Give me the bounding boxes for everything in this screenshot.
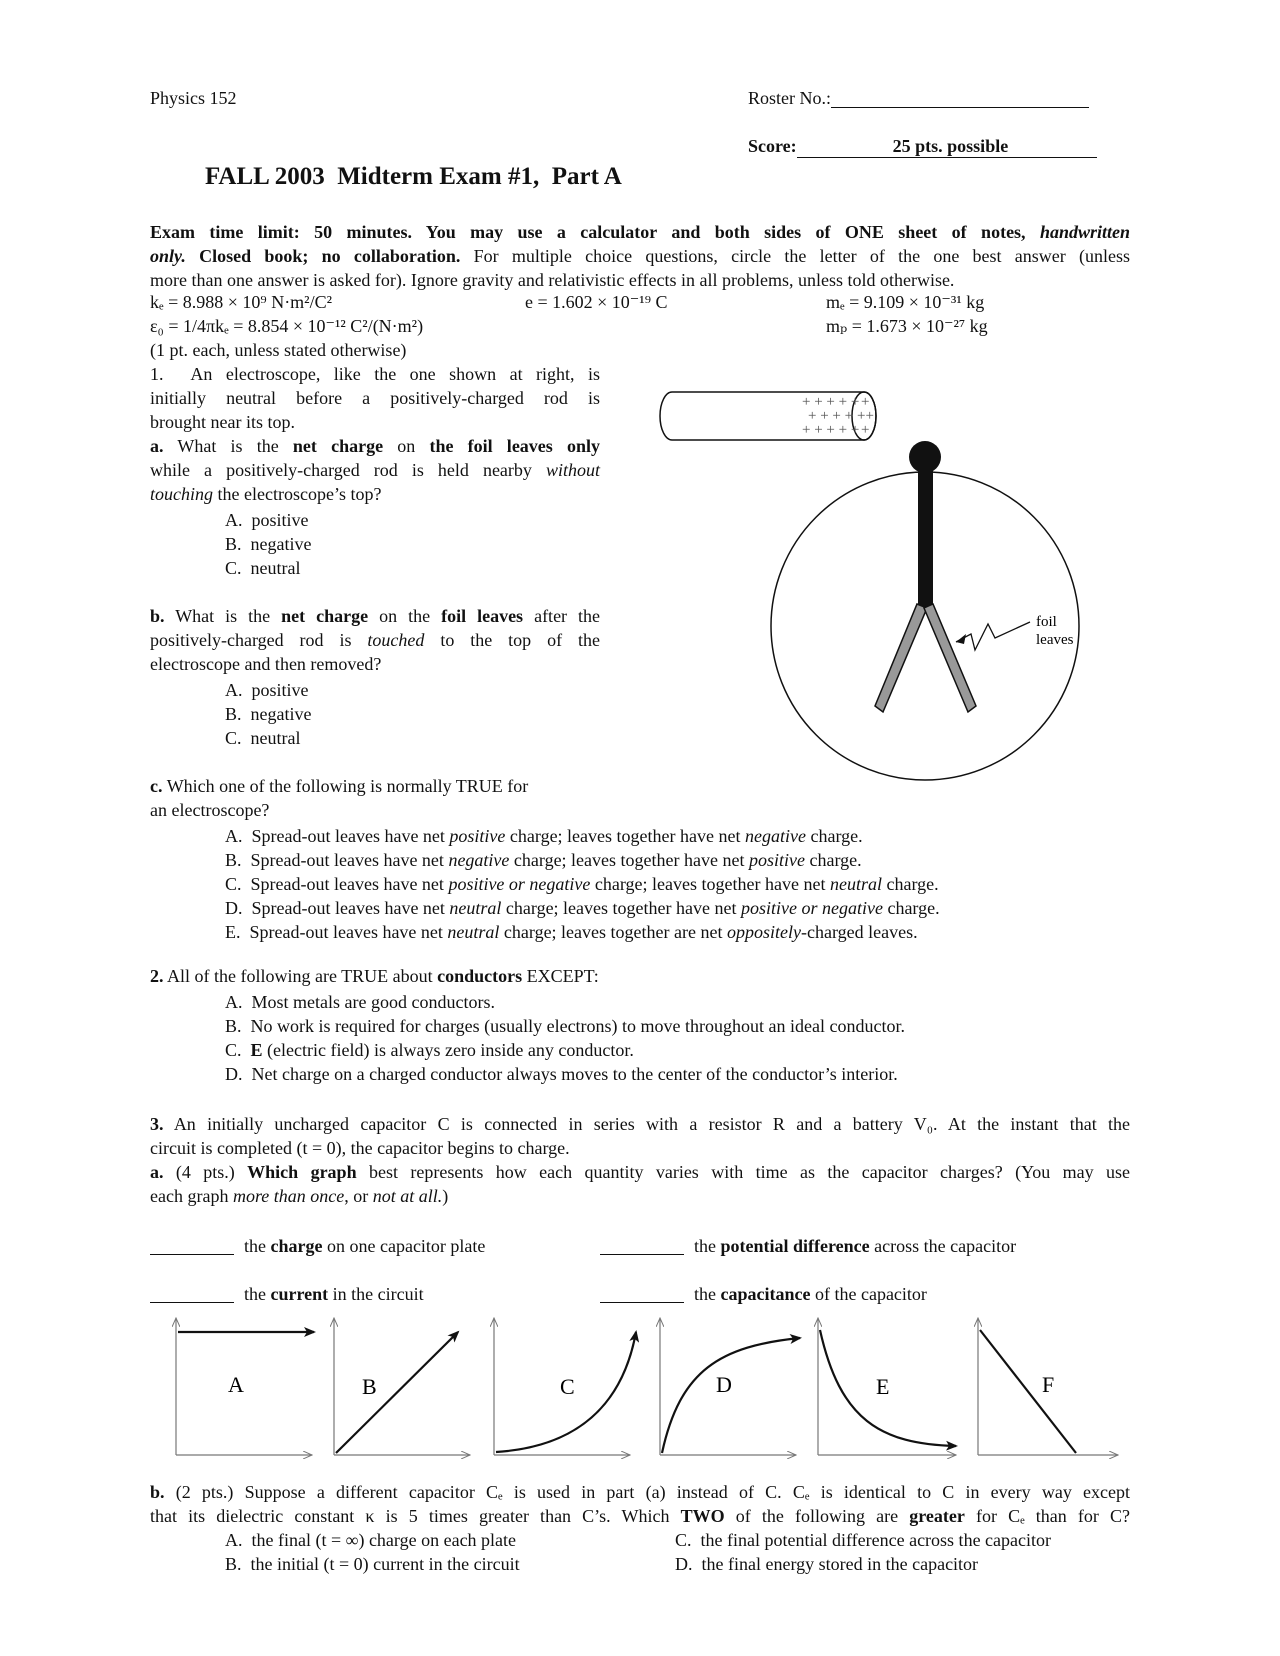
q1b-text-3: to the top of the xyxy=(440,630,601,650)
q2-option-c-letter: C. xyxy=(225,1040,242,1060)
match-capacitance-post: of the capacitor xyxy=(814,1284,927,1304)
q1c-option-e-mid: charge; leaves together are net xyxy=(499,922,727,942)
match-potential xyxy=(600,1236,1016,1257)
foil-leaf-left xyxy=(875,604,927,712)
q3a-pts: (4 pts.) xyxy=(175,1162,235,1182)
cap-charge-1: + xyxy=(861,394,870,410)
graph-a-label: A xyxy=(228,1372,244,1397)
q1c-option-d-pre: D. Spread-out leaves have net xyxy=(225,898,450,918)
instructions-bold-1: Exam time limit: 50 minutes. You may use a calculator and both sides of ONE sheet of notes, xyxy=(150,222,1026,242)
match-current-bold: current xyxy=(270,1284,329,1304)
q3b-line-1 xyxy=(150,1480,1130,1504)
rod-charges-row-1: + + + + + xyxy=(802,394,860,410)
graph-e-label: E xyxy=(876,1374,890,1399)
match-current-post: in the circuit xyxy=(332,1284,424,1304)
match-charge xyxy=(150,1236,485,1257)
q1a-label: a. xyxy=(150,436,164,456)
q2-stem xyxy=(150,966,599,987)
graph-f-curve xyxy=(980,1330,1076,1453)
q1b-touched: touched xyxy=(367,630,425,650)
q2-number: 2. xyxy=(150,966,164,986)
roster-label-text: Roster No.: xyxy=(748,88,831,108)
match-potential-bold: potential difference xyxy=(720,1236,870,1256)
const-mp: mₚ = 1.673 × 10⁻²⁷ kg xyxy=(826,316,988,336)
q1b-option-b[interactable]: B. negative xyxy=(225,704,312,724)
q3b-greater: greater xyxy=(909,1506,965,1526)
match-capacitance xyxy=(600,1284,927,1305)
q3b-text-1: Suppose a different capacitor Cₑ is used in part (a) instead of C. Cₑ is identical to C in every way except xyxy=(244,1482,1130,1502)
q1c-option-a-pre: A. Spread-out leaves have net xyxy=(225,826,450,846)
q1-intro-2: initially neutral before a positively-charged rod is xyxy=(150,388,600,408)
q1c-option-e-it2: oppositely xyxy=(726,922,801,942)
q2-option-a[interactable]: A. Most metals are good conductors. xyxy=(225,992,495,1012)
q1a-foil-only: the foil leaves only xyxy=(429,436,600,456)
q3a-line-1 xyxy=(150,1160,1130,1184)
q1a-text-3: the electroscope’s top? xyxy=(217,484,382,504)
match-charge-post: on one capacitor plate xyxy=(326,1236,486,1256)
q2-conductors: conductors xyxy=(437,966,523,986)
q3b-pts: (2 pts.) xyxy=(175,1482,234,1502)
instructions-closed-book: Closed book; no collaboration. xyxy=(199,246,461,266)
q1c-option-a[interactable] xyxy=(225,824,863,848)
q1b-option-c[interactable]: C. neutral xyxy=(225,728,301,748)
q3b-option-d[interactable]: D. the final energy stored in the capacitor xyxy=(675,1554,979,1574)
match-charge-pre: the xyxy=(244,1236,266,1256)
foil-label: foil xyxy=(1036,614,1057,630)
graph-b[interactable] xyxy=(334,1318,470,1455)
const-ke: kₑ = 8.988 × 10⁹ N·m²/C² xyxy=(150,292,332,312)
q2-stem-text: All of the following are TRUE about xyxy=(167,966,433,986)
graph-f[interactable] xyxy=(978,1318,1118,1455)
q2-option-d[interactable]: D. Net charge on a charged conductor always moves to the center of the conductor’s interior. xyxy=(225,1064,898,1084)
q3-text-1: An initially uncharged capacitor C is connected in series with a resistor R and a battery V₀. At the instant that the xyxy=(173,1114,1130,1134)
q1a-net-charge: net charge xyxy=(292,436,384,456)
q3-number: 3. xyxy=(150,1114,164,1134)
graph-f-label: F xyxy=(1042,1372,1055,1397)
instructions-line-3: more than one answer is asked for). Ignore gravity and relativistic effects in all problems, unless told otherwise. xyxy=(150,270,955,290)
q1c-option-b-it2: positive xyxy=(748,850,805,870)
q3b-of-following: of the following are xyxy=(735,1506,899,1526)
q1a-on: on xyxy=(397,436,416,456)
q3-line-1 xyxy=(150,1112,1130,1136)
q1b-on-the: on the xyxy=(379,606,431,626)
q2-option-c-text: (electric field) is always zero inside any conductor. xyxy=(267,1040,634,1060)
q1c-option-e-post: -charged leaves. xyxy=(800,922,918,942)
q1c-label: c. xyxy=(150,776,163,796)
q3a-or: , or xyxy=(344,1186,369,1206)
const-e: e = 1.602 × 10⁻¹⁹ C xyxy=(525,292,668,312)
q1b-option-a[interactable]: A. positive xyxy=(225,680,309,700)
q1b-after: after the xyxy=(534,606,601,626)
q2-option-c[interactable] xyxy=(225,1038,634,1062)
foil-pointer-arrow xyxy=(956,622,1030,650)
q1a-touching: touching xyxy=(150,484,213,504)
q1c-option-a-it2: negative xyxy=(744,826,806,846)
graph-b-label: B xyxy=(362,1374,377,1399)
graph-d-label: D xyxy=(716,1372,732,1397)
q1c-line-2: an electroscope? xyxy=(150,800,270,820)
q1c-option-c-it1: positive or negative xyxy=(448,874,591,894)
q3b-text-2: that its dielectric constant κ is 5 times greater than C’s. Which xyxy=(150,1506,670,1526)
q3b-option-a[interactable]: A. the final (t = ∞) charge on each plate xyxy=(225,1530,517,1550)
q2-option-c-e: E xyxy=(250,1040,263,1060)
q1c-option-c-pre: C. Spread-out leaves have net xyxy=(225,874,449,894)
match-current xyxy=(150,1284,424,1305)
q1c-option-c-mid: charge; leaves together have net xyxy=(590,874,830,894)
cap-charge-3: + xyxy=(861,422,870,438)
q1b-net-charge: net charge xyxy=(281,606,369,626)
q1b-text-1: What is the xyxy=(175,606,271,626)
q1b-label: b. xyxy=(150,606,165,626)
q1a-text-2: while a positively-charged rod is held nearby xyxy=(150,460,532,480)
rod-charges-row-2: + + + + xyxy=(808,408,854,424)
q1-intro-3: brought near its top. xyxy=(150,412,295,432)
q1c-option-c[interactable] xyxy=(225,872,939,896)
q1c-option-a-mid: charge; leaves together have net xyxy=(505,826,745,846)
q1c-option-b-pre: B. Spread-out leaves have net xyxy=(225,850,449,870)
q2-except: EXCEPT: xyxy=(526,966,599,986)
match-current-pre: the xyxy=(244,1284,266,1304)
q3a-each-graph: each graph xyxy=(150,1186,229,1206)
q1a-option-b[interactable]: B. negative xyxy=(225,534,312,554)
graph-b-curve xyxy=(336,1332,458,1453)
q1c-option-b-it1: negative xyxy=(448,850,510,870)
q3a-label: a. xyxy=(150,1162,164,1182)
q1c-text-1: Which one of the following is normally TRUE for xyxy=(166,776,529,796)
cap-charge-2: ++ xyxy=(857,408,874,424)
q1a-text-1: What is the xyxy=(177,436,279,456)
electroscope-diagram xyxy=(0,0,1280,760)
q3a-which-graph: Which graph xyxy=(247,1162,357,1182)
q1c-option-c-post: charge. xyxy=(881,874,939,894)
q1c-option-d-mid: charge; leaves together have net xyxy=(501,898,741,918)
q1c-option-e[interactable] xyxy=(225,920,918,944)
match-capacitance-blank[interactable] xyxy=(600,1284,684,1303)
instructions-mc: For multiple choice questions, circle the letter of the one best answer (unless xyxy=(473,246,1131,266)
q3a-text: best represents how each quantity varies with time as the capacitor charges? (You may use xyxy=(368,1162,1131,1182)
score-value-text: 25 pts. possible xyxy=(892,136,1009,156)
q1c-option-e-it1: neutral xyxy=(447,922,500,942)
foil-pointer-head xyxy=(956,634,966,644)
match-capacitance-bold: capacitance xyxy=(720,1284,811,1304)
q1b-text-2: positively-charged rod is xyxy=(150,630,352,650)
graphs-panel xyxy=(0,1310,1280,1490)
q1-number: 1. xyxy=(150,364,164,384)
rod-charges-row-3: + + + + + xyxy=(802,422,860,438)
foil-leaf-right xyxy=(924,604,976,712)
match-charge-bold: charge xyxy=(270,1236,323,1256)
q1c-option-b-mid: charge; leaves together have net xyxy=(509,850,749,870)
graph-a[interactable] xyxy=(176,1318,314,1455)
q1c-line-1 xyxy=(150,776,528,797)
q3b-label: b. xyxy=(150,1482,165,1502)
match-capacitance-pre: the xyxy=(694,1284,716,1304)
graph-d[interactable] xyxy=(660,1318,800,1455)
q1c-option-a-it1: positive xyxy=(449,826,506,846)
leaves-label: leaves xyxy=(1036,632,1074,648)
q1c-option-b-post: charge. xyxy=(804,850,862,870)
match-charge-blank[interactable] xyxy=(150,1236,234,1255)
instructions-handwritten: handwritten xyxy=(1039,222,1130,242)
q1c-option-d-post: charge. xyxy=(882,898,940,918)
q3a-line-2 xyxy=(150,1184,448,1208)
match-potential-blank[interactable] xyxy=(600,1236,684,1255)
q3b-option-c[interactable]: C. the final potential difference across the capacitor xyxy=(675,1530,1052,1550)
q1c-option-d-it2: positive or negative xyxy=(740,898,883,918)
graph-e[interactable] xyxy=(818,1318,956,1455)
match-current-blank[interactable] xyxy=(150,1284,234,1303)
q3a-not-at-all: not at all. xyxy=(372,1186,443,1206)
const-eps0: ε₀ = 1/4πkₑ = 8.854 × 10⁻¹² C²/(N·m²) xyxy=(150,316,424,336)
points-note: (1 pt. each, unless stated otherwise) xyxy=(150,340,407,360)
q1b-foil-leaves: foil leaves xyxy=(441,606,524,626)
q2-option-b[interactable]: B. No work is required for charges (usually electrons) to move throughout an ideal conductor. xyxy=(225,1016,905,1036)
q1c-option-b[interactable] xyxy=(225,848,862,872)
score-label: Score: xyxy=(748,136,797,156)
q1c-option-d-it1: neutral xyxy=(449,898,502,918)
q3a-paren: ) xyxy=(442,1186,449,1206)
q1c-option-a-post: charge. xyxy=(805,826,863,846)
graph-c-label: C xyxy=(560,1374,575,1399)
graph-c[interactable] xyxy=(494,1318,636,1455)
q1a-option-a[interactable]: A. positive xyxy=(225,510,309,530)
q3b-two: TWO xyxy=(680,1506,725,1526)
q3b-option-b[interactable]: B. the initial (t = 0) current in the circuit xyxy=(225,1554,520,1574)
q3-line-2: circuit is completed (t = 0), the capacitor begins to charge. xyxy=(150,1138,570,1158)
q1c-option-d[interactable] xyxy=(225,896,940,920)
q1c-option-e-pre: E. Spread-out leaves have net xyxy=(225,922,448,942)
instructions-only: only. xyxy=(150,246,186,266)
q3b-text-3: for Cₑ than for C? xyxy=(975,1506,1131,1526)
q1-intro-text-1: An electroscope, like the one shown at right, is xyxy=(190,364,600,384)
q1b-line-3: electroscope and then removed? xyxy=(150,654,382,674)
electroscope-stem xyxy=(918,462,933,610)
q3a-more-than-once: more than once xyxy=(232,1186,345,1206)
q1a-option-c[interactable]: C. neutral xyxy=(225,558,301,578)
q3b-line-2 xyxy=(150,1504,1130,1528)
page-title: FALL 2003 Midterm Exam #1, Part A xyxy=(205,163,622,190)
const-me: mₑ = 9.109 × 10⁻³¹ kg xyxy=(826,292,985,312)
match-potential-post: across the capacitor xyxy=(874,1236,1017,1256)
course-name: Physics 152 xyxy=(150,88,237,108)
q1c-option-c-it2: neutral xyxy=(829,874,882,894)
q1a-without: without xyxy=(545,460,600,480)
match-potential-pre: the xyxy=(694,1236,716,1256)
